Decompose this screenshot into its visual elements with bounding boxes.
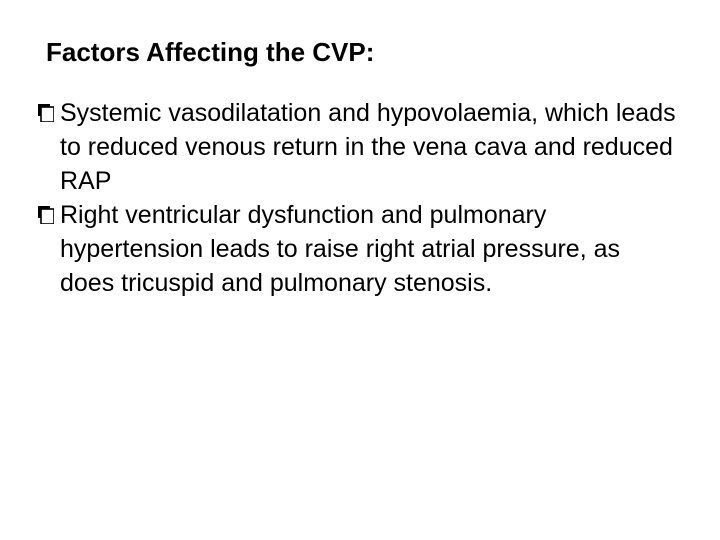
bullet-text: Right ventricular dysfunction and pulmonary hypertension leads to raise right atrial pressure, as does tricuspid and pulmonary stenosis. xyxy=(60,201,621,297)
q-bullet-icon xyxy=(38,104,54,122)
bullet-item-2 xyxy=(36,198,676,300)
bullet-list xyxy=(36,96,676,300)
slide-title: Factors Affecting the CVP: xyxy=(46,37,375,67)
bullet-text: Systemic vasodilatation and hypovolaemia, which leads to reduced venous return in the vena cava and reduced RAP xyxy=(60,99,676,195)
bullet-item-1 xyxy=(36,96,676,198)
q-bullet-icon xyxy=(38,206,54,224)
